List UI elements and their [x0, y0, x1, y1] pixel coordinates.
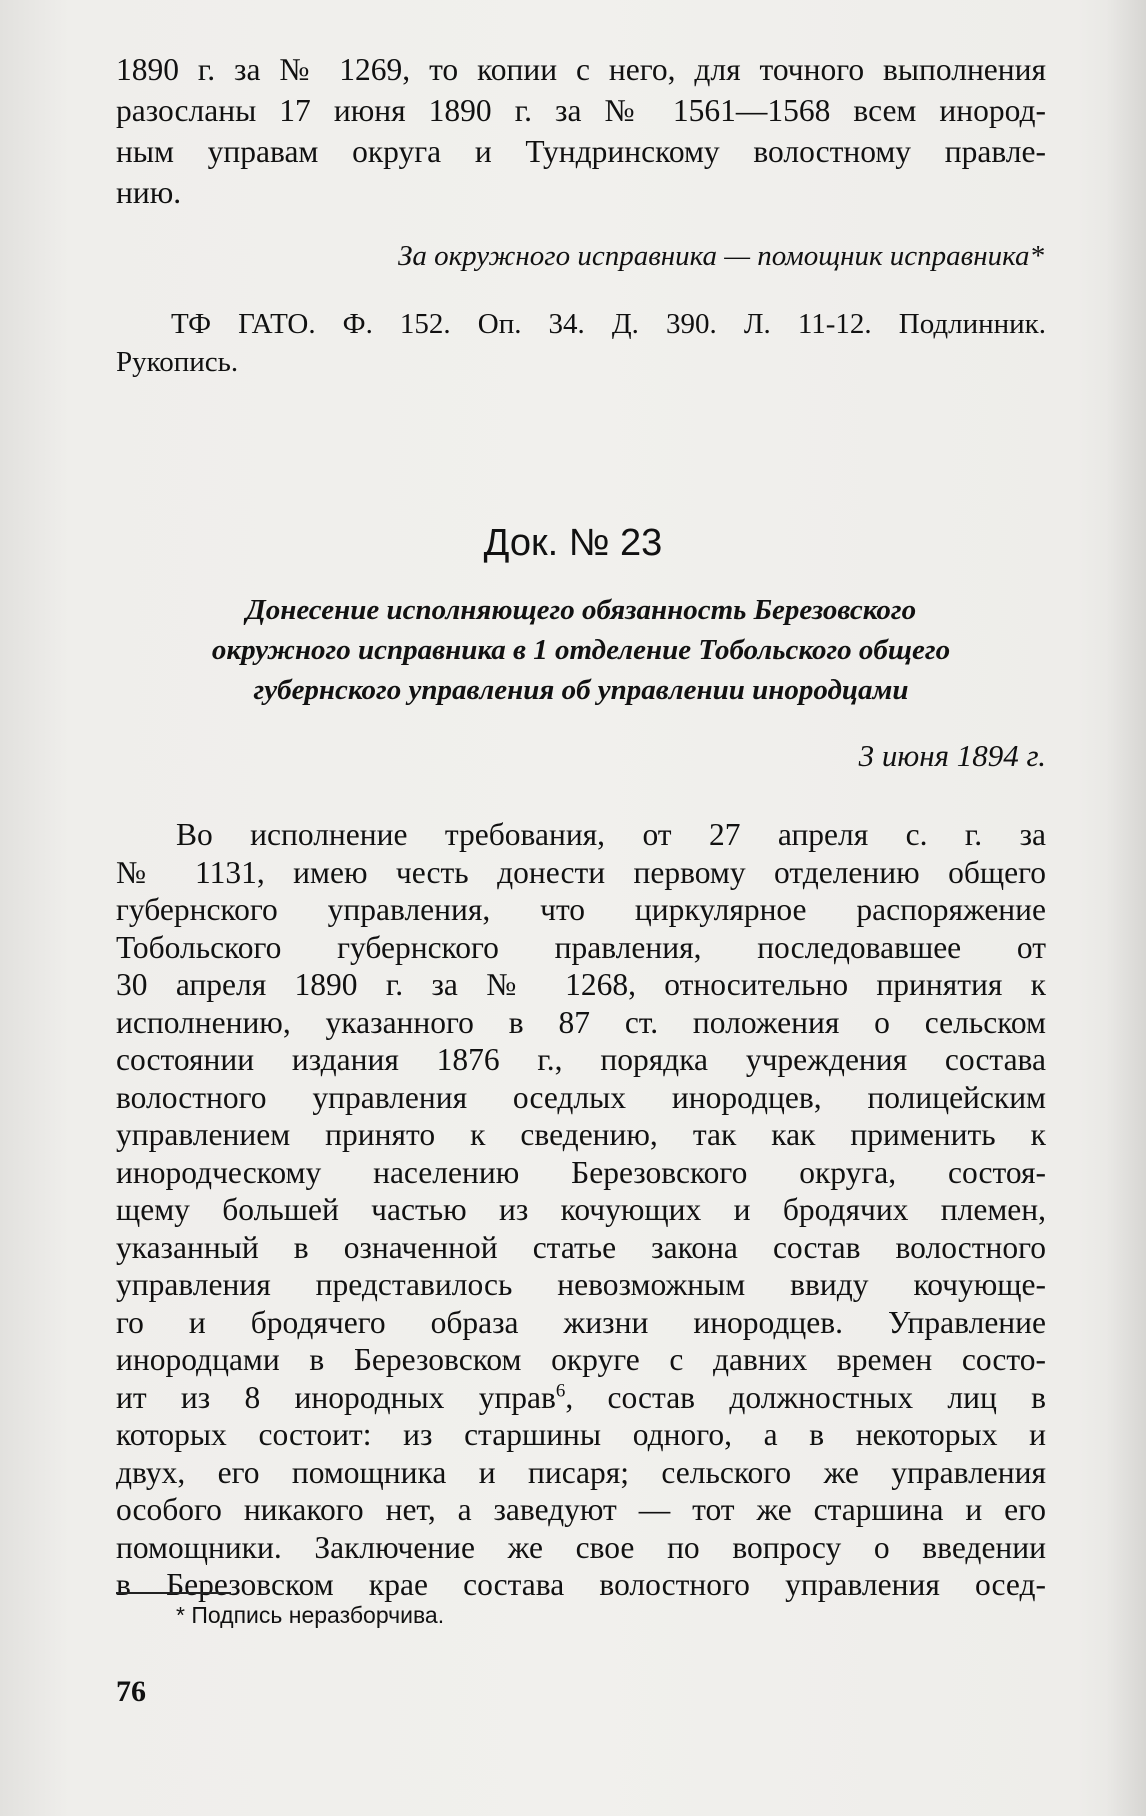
- archive-reference-continued: Рукопись.: [116, 346, 239, 378]
- archive-reference: ТФ ГАТО. Ф. 152. Оп. 34. Д. 390. Л. 11-12. Подлинник.: [171, 308, 1046, 340]
- body-line: двух, его помощника и писаря; сельского же управления: [116, 1454, 1046, 1490]
- body-line: 30 апреля 1890 г. за № 1268, относительно принятия к: [116, 967, 1046, 1002]
- body-line: помощники. Заключение же свое по вопросу о введении: [116, 1529, 1046, 1565]
- footnote-rule: [116, 1592, 231, 1594]
- prev-doc-line-3: ным управам округа и Тундринскому волостному правле-: [116, 134, 1046, 169]
- body-line: инородческому населению Березовского округа, состоя-: [116, 1154, 1046, 1190]
- body-line: го и бродячего образа жизни инородцев. Управление: [116, 1304, 1046, 1340]
- body-text-fragment: , состав должностных лиц в: [565, 1379, 1046, 1415]
- footnote: * Подпись неразборчива.: [176, 1602, 445, 1628]
- page-binding-shadow: [1106, 0, 1146, 1816]
- body-line: которых состоит: из старшины одного, а в некоторых и: [116, 1417, 1046, 1452]
- body-line: № 1131, имею честь донести первому отделению общего: [116, 854, 1046, 890]
- body-line: Тобольского губернского правления, последовавшее от: [116, 929, 1046, 965]
- prev-doc-signature: За окружного исправника — помощник исправника*: [397, 240, 1044, 272]
- prev-doc-line-2: разосланы 17 июня 1890 г. за № 1561—1568 всем инород-: [116, 93, 1046, 128]
- footnote-reference: 6: [555, 1380, 566, 1401]
- body-line: волостного управления оседлых инородцев, полицейским: [116, 1079, 1046, 1115]
- prev-doc-line-1: 1890 г. за № 1269, то копии с него, для точного выполнения: [116, 52, 1046, 87]
- body-line: управления представилось невозможным ввиду кочующе-: [116, 1267, 1046, 1302]
- body-line-with-footnote-ref: [116, 1379, 1046, 1417]
- document-number: Док. № 23: [483, 522, 663, 564]
- document-date: 3 июня 1894 г.: [858, 738, 1046, 773]
- document-title-line-3: губернского управления об управлении инородцами: [253, 674, 909, 706]
- document-title-line-1: Донесение исполняющего обязанность Березовского: [245, 594, 917, 626]
- body-line: управлением принято к сведению, так как применить к: [116, 1117, 1046, 1152]
- page-number: 76: [116, 1675, 146, 1708]
- body-line-last: в Березовском крае состава волостного управления осед-: [116, 1567, 1046, 1602]
- body-line: Во исполнение требования, от 27 апреля с. г. за: [176, 817, 1046, 852]
- body-line: указанный в означенной статье закона состав волостного: [116, 1229, 1046, 1265]
- body-line: исполнению, указанного в 87 ст. положения о сельском: [116, 1004, 1046, 1040]
- body-line: инородцами в Березовском округе с давних времен состо-: [116, 1342, 1046, 1377]
- body-line: щему большей частью из кочующих и бродячих племен,: [116, 1192, 1046, 1227]
- document-title-line-2: окружного исправника в 1 отделение Тобольского общего: [211, 634, 951, 666]
- body-line: особого никакого нет, а заведуют — тот же старшина и его: [116, 1492, 1046, 1527]
- body-line: состоянии издания 1876 г., порядка учреждения состава: [116, 1042, 1046, 1077]
- body-line: губернского управления, что циркулярное распоряжение: [116, 892, 1046, 927]
- body-text-fragment: ит из 8 инородных управ: [116, 1379, 556, 1415]
- prev-doc-line-4: нию.: [116, 175, 182, 210]
